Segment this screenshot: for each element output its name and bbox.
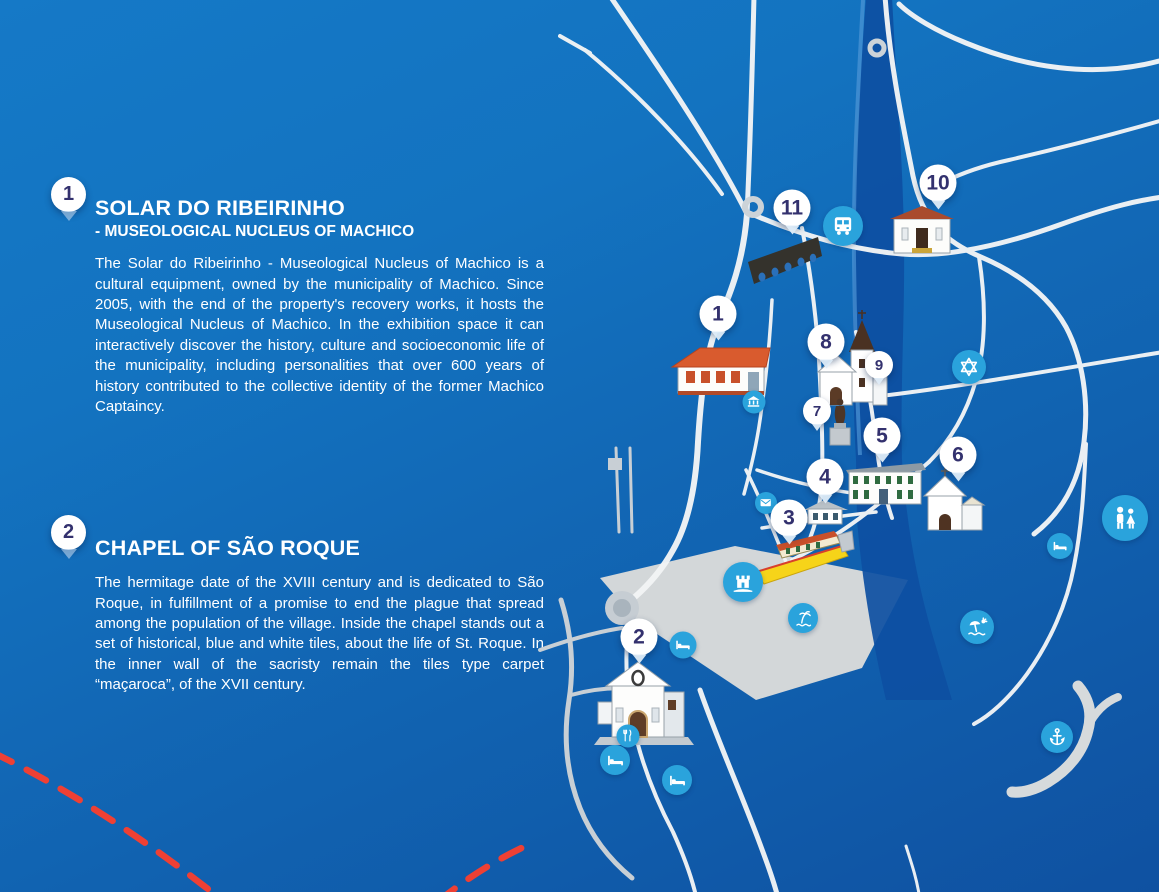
map-marker-11-number: 11 <box>780 196 804 219</box>
secondary-roads <box>540 448 659 878</box>
map-marker-7-number: 7 <box>812 402 822 420</box>
legend-title-1: SOLAR DO RIBEIRINHO <box>95 196 345 220</box>
map-marker-2-number: 2 <box>633 625 645 648</box>
legend-pin-1-number: 1 <box>62 183 75 205</box>
legend-pin-2-number: 2 <box>62 521 75 543</box>
legend-title-2: CHAPEL OF SÃO ROQUE <box>95 536 361 560</box>
building-solar-do-ribeirinho <box>672 348 770 395</box>
building-small-house <box>804 500 848 524</box>
pier <box>1012 686 1118 792</box>
building-chapel-east <box>924 468 984 530</box>
map-marker-10-number: 10 <box>926 171 950 194</box>
map-marker-1-number: 1 <box>712 302 724 325</box>
legend-pin-2 <box>51 515 86 550</box>
legend-body-1: The Solar do Ribeirinho - Museological Nucleus of Machico is a cultural equipment, owned by the municipality of Machico. Since 2005, with the end of the property's recovery works, it hosts the Museological Nucleus of Machico. In the exhibition space it can interactively discover the history, culture and socioeconomic life of the municipality, including personalities that over 600 years of history contributed to the collective identity of the former Machico Captaincy. <box>95 255 544 415</box>
map-marker-3-number: 3 <box>783 506 795 529</box>
map-marker-8-number: 8 <box>820 330 832 353</box>
statue-monument <box>830 399 850 445</box>
map-marker-6-number: 6 <box>952 443 964 466</box>
legend-subtitle-1: - MUSEOLOGICAL NUCLEUS OF MACHICO <box>95 223 415 241</box>
map-marker-9-number: 9 <box>874 356 884 374</box>
map-marker-5-number: 5 <box>876 424 888 447</box>
legend-pin-1 <box>51 177 86 212</box>
building-town-hall <box>846 463 926 504</box>
dashed-route-line <box>0 752 530 892</box>
legend-body-2: The hermitage date of the XVIII century and is dedicated to São Roque, in fulfillment of a promise to end the plague that spread among the population of the village. Inside the chapel stands out a set of historical, blue and white tiles, about the life of St. Roque. In the inner wall of the sacristy remain the tiles type carpet “maçaroca”, of the XVII century. <box>95 574 544 694</box>
map-marker-4-number: 4 <box>819 465 831 488</box>
building-chapel-sao-roque <box>594 652 694 745</box>
